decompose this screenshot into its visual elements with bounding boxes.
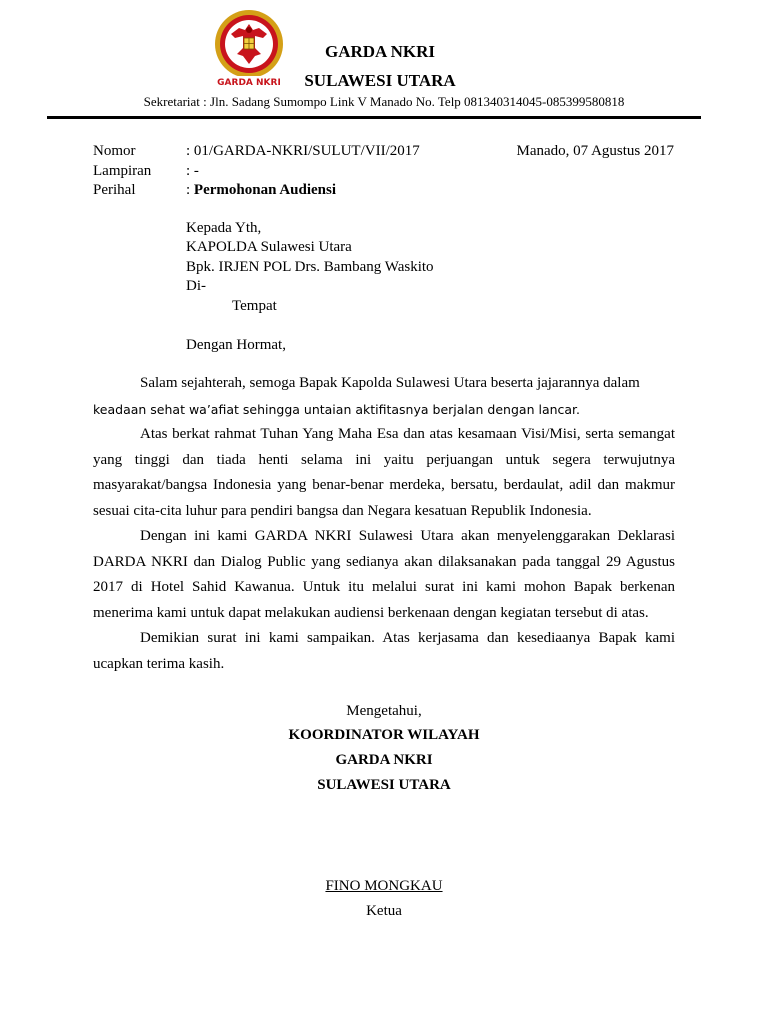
body-paragraph-1b: keadaan sehat wa’afiat sehingga untaian aktifitasnya berjalan dengan lancar. [93,401,581,417]
nomor-label: Nomor [93,143,136,159]
perihal-label: Perihal [93,182,136,198]
recipient-line-1: Kepada Yth, [186,220,262,236]
letterhead-address: Sekretariat : Jln. Sadang Sumompo Link V Manado No. Telp 081340314045-085399580818 [143,94,625,109]
letter-body [93,371,675,677]
perihal-value [186,182,336,199]
recipient-line-5: Tempat [232,298,277,314]
signatory-name: FINO MONGKAU [325,878,443,894]
body-paragraph-3: Dengan ini kami GARDA NKRI Sulawesi Utara akan menyelenggarakan Deklarasi DARDA NKRI dan Dialog Public yang sedianya akan dilaksanakan pada tanggal 29 Agustus 2017 di Hotel Sahid Kawanua. Untuk itu melalui surat ini kami mohon Bapak berkenan menerima kami untuk dapat melakukan audiensi berkenaan dengan kegiatan tersebut di atas. [93,528,675,621]
nomor-value: : 01/GARDA-NKRI/SULUT/VII/2017 [186,143,420,159]
org-name: GARDA NKRI [324,42,436,61]
lampiran-value: : - [186,163,199,179]
letter-date: Manado, 07 Agustus 2017 [516,143,674,159]
perihal-prefix: : [186,182,194,198]
letterhead-divider [47,116,701,119]
signatory-position: Ketua [366,903,402,919]
signatory-title-1: KOORDINATOR WILAYAH [288,727,480,743]
perihal-subject: Permohonan Audiensi [193,182,337,198]
signatory-title-3: SULAWESI UTARA [317,777,451,793]
body-paragraph-1a: Salam sejahterah, semoga Bapak Kapolda Sulawesi Utara beserta jajarannya dalam [140,375,640,391]
lampiran-label: Lampiran [93,163,152,179]
org-region: SULAWESI UTARA [304,71,456,90]
recipient-line-2: KAPOLDA Sulawesi Utara [186,239,352,255]
body-paragraph-4: Demikian surat ini kami sampaikan. Atas kerjasama dan kesediaanya Bapak kami ucapkan terima kasih. [93,630,675,672]
acknowledge-label: Mengetahui, [346,703,422,719]
body-paragraph-2: Atas berkat rahmat Tuhan Yang Maha Esa dan atas kesamaan Visi/Misi, serta semangat yang tinggi dan tiada henti selama ini yaitu perjuangan untuk segera terwujutnya masyarakat/bangsa Indonesia yang benar-benar merdeka, bersatu, berdaulat, adil dan makmur sesuai cita-cita luhur para pendiri bangsa dan Negara kesatuan Republik Indonesia. [93,426,675,519]
recipient-line-3: Bpk. IRJEN POL Drs. Bambang Waskito [186,259,434,275]
greeting: Dengan Hormat, [186,337,286,353]
recipient-line-4: Di- [186,278,206,294]
signatory-title-2: GARDA NKRI [335,752,433,768]
logo-text: GARDA NKRI [217,78,281,88]
